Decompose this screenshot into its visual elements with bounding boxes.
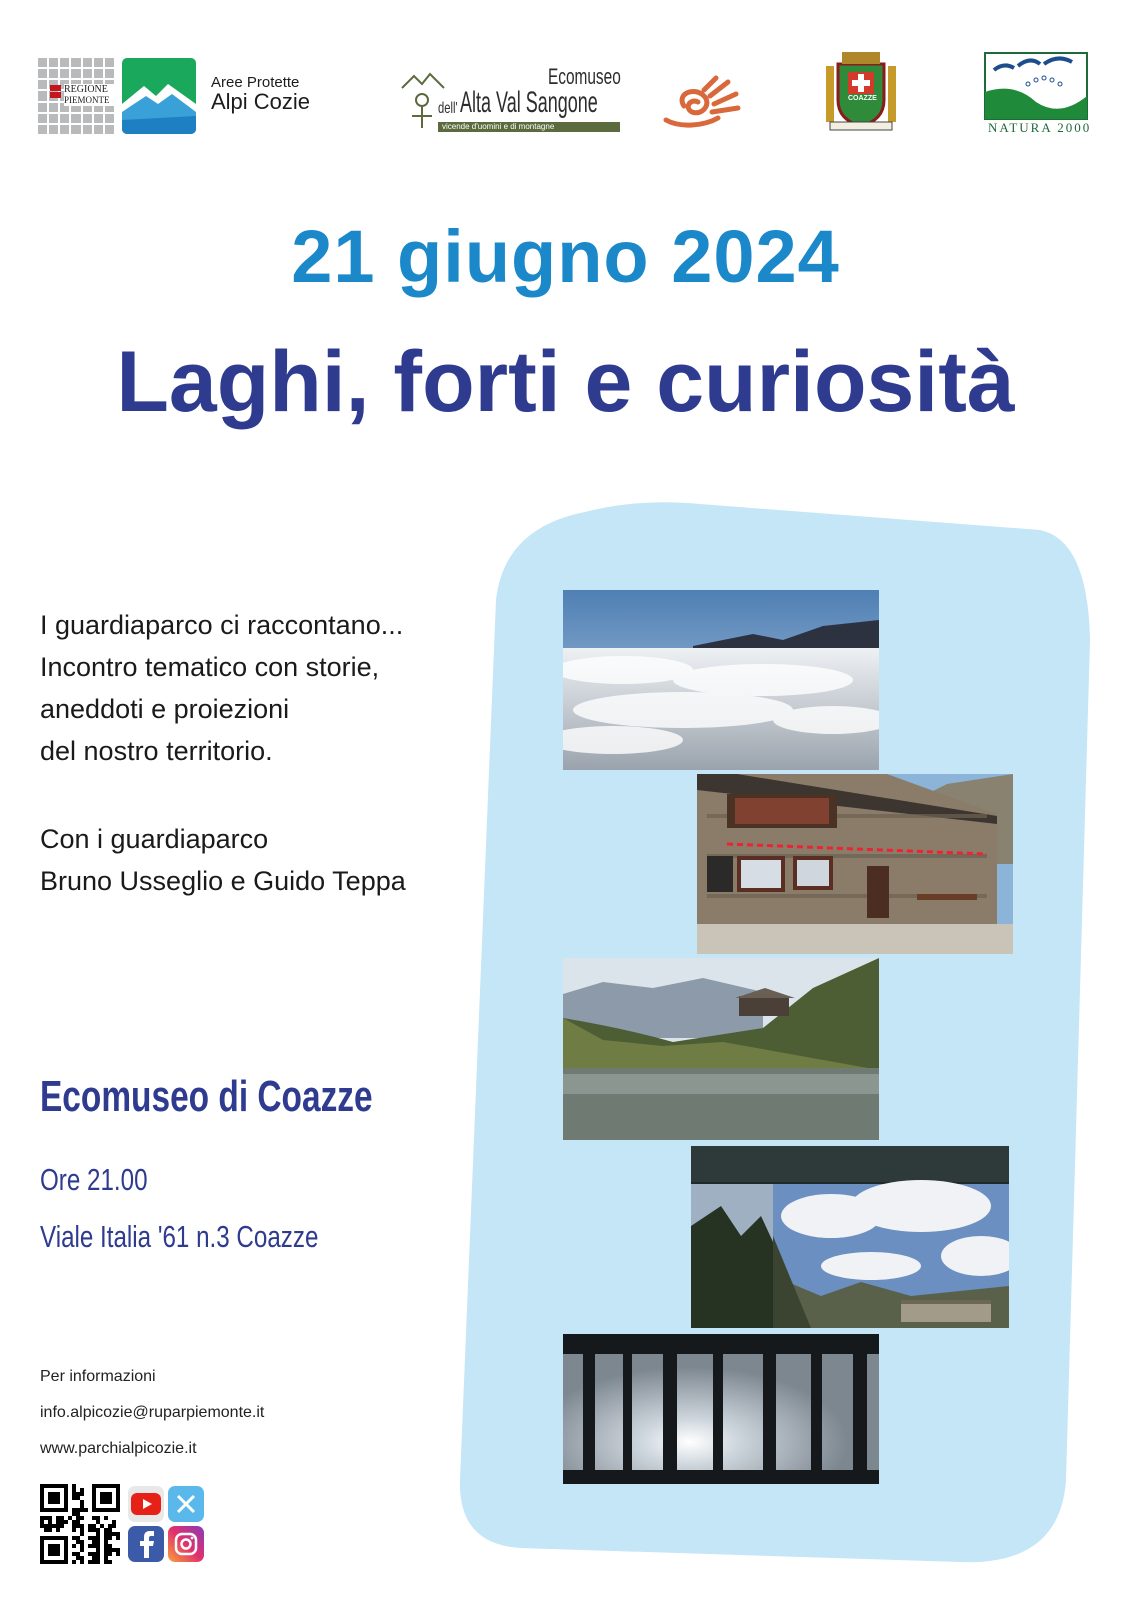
intro-line: aneddoti e proiezioni	[40, 694, 290, 724]
guards-text	[40, 818, 470, 902]
intro-line: del nostro territorio.	[40, 736, 273, 766]
natura-2000-text: NATURA 2000	[988, 120, 1092, 135]
ecomuseo-name: Alta Val Sangone	[460, 86, 598, 119]
instagram-icon[interactable]	[168, 1526, 204, 1562]
qr-code[interactable]	[40, 1484, 120, 1564]
ecomuseo-alta-val-sangone-logo	[400, 66, 640, 138]
contact-info	[40, 1366, 264, 1474]
x-icon[interactable]	[168, 1486, 204, 1522]
regione-line2: PIEMONTE	[64, 95, 110, 105]
photo-forts-and-forest	[691, 1146, 1009, 1328]
info-website-link[interactable]: www.parchialpicozie.it	[40, 1440, 197, 1457]
photo-mountain-refuge	[697, 774, 1013, 954]
event-time: Ore 21.00	[40, 1162, 148, 1197]
alpi-cozie-logo	[122, 58, 196, 134]
photo-sea-of-clouds	[563, 590, 879, 770]
intro-line: Incontro tematico con storie,	[40, 652, 380, 682]
guards-line: Bruno Usseglio e Guido Teppa	[40, 866, 406, 896]
natura-2000-logo	[984, 52, 1092, 136]
ecomuseo-dell: dell'	[438, 100, 458, 117]
ecomuseo-tagline: vicende d'uomini e di montagne	[442, 122, 555, 131]
info-label: Per informazioni	[40, 1368, 156, 1385]
facebook-icon[interactable]	[128, 1526, 164, 1562]
regione-piemonte-logo	[38, 58, 114, 134]
coazze-crest-label: COAZZE	[848, 95, 877, 102]
hand-petroglyph-logo	[654, 70, 756, 134]
alpi-cozie-wordmark	[211, 75, 310, 114]
photo-backlit-forest	[563, 1334, 879, 1484]
ecomuseo-word: Ecomuseo	[548, 64, 621, 89]
aree-protette-text: Aree Protette	[211, 74, 300, 91]
guards-line: Con i guardiaparco	[40, 824, 269, 854]
alpi-cozie-text: Alpi Cozie	[211, 89, 311, 114]
intro-line: I guardiaparco ci raccontano...	[40, 610, 404, 640]
event-date: 21 giugno 2024	[291, 215, 840, 298]
coazze-crest-logo	[822, 50, 900, 134]
youtube-icon[interactable]	[128, 1486, 164, 1522]
info-email-link[interactable]: info.alpicozie@ruparpiemonte.it	[40, 1404, 265, 1421]
event-title: Laghi, forti e curiosità	[116, 334, 1015, 430]
social-icons	[128, 1486, 204, 1566]
photo-alpine-lake	[563, 958, 879, 1140]
regione-line1: REGIONE	[64, 84, 108, 95]
event-venue: Ecomuseo di Coazze	[40, 1072, 373, 1121]
event-address: Viale Italia '61 n.3 Coazze	[40, 1219, 319, 1254]
intro-text	[40, 604, 470, 772]
